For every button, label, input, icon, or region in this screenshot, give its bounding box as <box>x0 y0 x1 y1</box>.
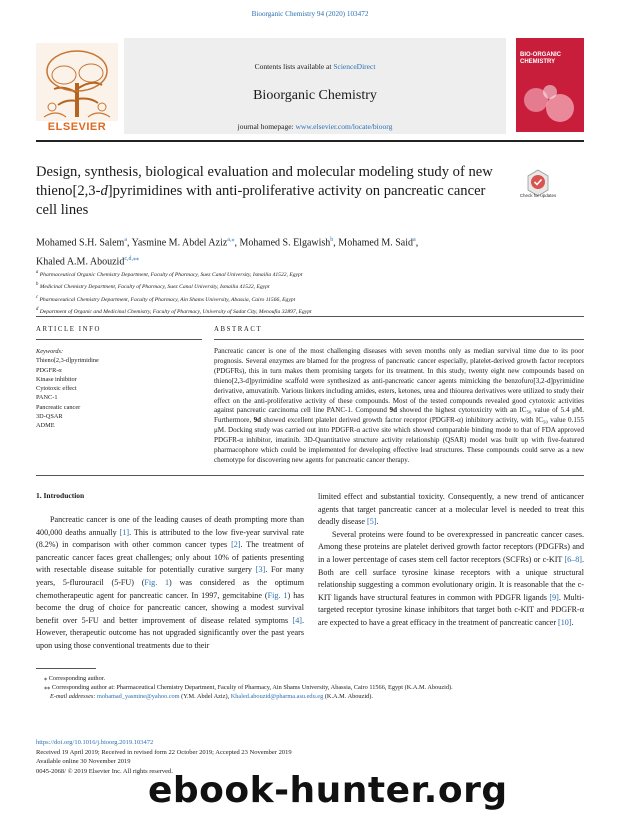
citation-link[interactable]: [2] <box>231 540 241 550</box>
section-heading-introduction: 1. Introduction <box>36 491 85 500</box>
paragraph: Several proteins were found to be overexpressed in pancreatic cancer cases. Among these proteins are platelet derived growth factor receptors (PDGFRs) and in a lower percentage of cases stem cell factor receptors (SCFRs) or c-KIT [6–8]. Both are cell surface tyrosine kinase receptors with a unique structural relationship suggesting a common evolutionary origin. It is reasonable that the c-KIT ligands have structural features in common with PDGFR ligands [9]. Multi-targeted receptor tyrosine kinase inhibitors that target both c-KIT and PDGFR-α are expected to have a great efficacy in the treatment of pancreatic cancer [10]. <box>318 529 585 627</box>
affiliation-item: $^c$ Pharmaceutical Chemistry Department, Faculty of Pharmacy, Ain Shams University, Abassia, Cairo 11566, Egypt <box>36 294 296 303</box>
author-affil-mark[interactable]: a <box>413 237 416 243</box>
author-name: Yasmine M. Abdel Aziz <box>131 237 228 249</box>
footnote: ⁎ Corresponding author. <box>44 675 106 682</box>
keywords-label: Keywords: <box>36 348 64 355</box>
paragraph: Pancreatic cancer is one of the leading causes of death prompting more than 400,000 deaths annually [1]. This is attributed to the low five-year survival rate (8.2%) in comparison with other common cancer types [2]. The treatment of pancreatic cancer faces great challenges; only about 10% of patients presenting with resectable disease suitable for potentially curative surgery [3]. For many years, 5-flurouracil (5-FU) (Fig. 1) was considered as the optimum chemotherapeutic agent for pancreatic cancer. In 1997, gemcitabine (Fig. 1) has become the drug of choice for pancreatic cancer, showing a modest survival benefit over 5-FU and better improvement of disease related symptoms [4]. However, therapeutic outcome has not upgraded significantly over the past years upon using those conventional treatments due to their <box>36 515 305 650</box>
keyword: 3D-QSAR <box>36 413 63 421</box>
author-affil-mark[interactable]: c,d,⁎⁎ <box>124 256 139 263</box>
keyword: PDGFR-α <box>36 366 62 374</box>
divider <box>36 339 202 340</box>
author-name: Mohamed S. Elgawish <box>239 237 331 249</box>
article-info-heading: ARTICLE INFO <box>36 326 102 333</box>
sciencedirect-link[interactable]: ScienceDirect <box>333 62 376 71</box>
citation-link[interactable]: [10] <box>558 617 572 627</box>
footnotes <box>36 674 596 702</box>
received-dates: Received 19 April 2019; Received in revised form 22 October 2019; Accepted 23 November 2019 <box>36 748 292 756</box>
cover-title: BIO-ORGANIC CHEMISTRY <box>520 52 561 65</box>
copyright: 0045-2068/ © 2019 Elsevier Inc. All rights reserved. <box>36 767 173 775</box>
author-name: Mohamed M. Said <box>338 237 414 249</box>
watermark-text: ebook-hunter.org <box>148 770 508 811</box>
affiliation-item: $^a$ Pharmaceutical Organic Chemistry Department, Faculty of Pharmacy, Suez Canal University, Ismailia 41522, Egypt <box>36 270 303 278</box>
affiliation-item: $^b$ Medicinal Chemistry Department, Faculty of Pharmacy, Suez Canal University, Ismailia 41522, Egypt <box>36 282 270 291</box>
header-rule <box>36 140 584 142</box>
affiliation-item: $^d$ Department of Organic and Medicinal Chemistry, Faculty of Pharmacy, University of Sadat City, Menoufia 32897, Egypt <box>36 307 312 315</box>
contents-prefix: Contents lists available at <box>254 62 334 71</box>
publisher-logo-text: ELSEVIER <box>47 121 107 133</box>
citation-link[interactable]: [4] <box>292 615 302 625</box>
article-title <box>36 163 496 220</box>
keyword: Thieno[2,3-d]pyrimidine <box>36 357 99 365</box>
email-link[interactable]: Khaled.abouzid@pharma.asu.edu.eg <box>230 693 324 701</box>
abstract-heading: ABSTRACT <box>214 326 263 333</box>
homepage-link[interactable]: www.elsevier.com/locate/bioorg <box>295 122 393 131</box>
affiliations <box>36 268 596 317</box>
citation-link[interactable]: [3] <box>255 565 266 575</box>
intro-right-column <box>318 491 584 630</box>
figure-link[interactable]: Fig. 1 <box>267 590 288 600</box>
author-list: Mohamed S.H. Salem$^a$, Yasmine M. Abdel Aziz$^{a,⁎}$, Mohamed S. Elgawish$^b$, Mohamed M. Said$^a$, Khaled A.M. Abouzid$^{c,d,⁎⁎}$ <box>36 237 419 268</box>
citation-link[interactable]: [9] <box>549 592 559 602</box>
cover-art <box>516 78 584 132</box>
keyword: Kinase inhibitor <box>36 375 77 383</box>
divider <box>36 316 584 317</box>
keyword: ADME <box>36 422 55 430</box>
email-line: E-mail addresses: mohamad_yasmine@yahoo.com (Y.M. Abdel Aziz), Khaled.abouzid@pharma.asu.edu.eg (K.A.M. Abouzid). <box>50 693 373 701</box>
citation-link[interactable]: [1] <box>119 527 130 537</box>
abstract-text: Pancreatic cancer is one of the most challenging diseases with seven months only as median survival time due to its poor prognosis. Several enzymes are blamed for the progress of pancreatic cancer especially, platelet-derived growth factor receptors (PDGFRs), this in turn makes them promising targets for its treatment. In this study, twenty eight new compounds based on thieno[2,3-d]pyrimidine scaffold were synthesized as anti-pancreatic cancer agents mimicking the benzofuro[3,2-d]pyrimidine derivative, amuvatinib. Various linkers including amides, esters, ketones, urea and thiourea derivatives were utilized to study their effect on the anti-proliferative activity of these compounds. Most of the tested compounds revealed good cytotoxic activities against pancreatic carcinoma cell line PANC-1. Compound 9d showed the highest cytotoxicity with an IC₅₀ value of 5.4 μM. Furthermore, 9d showed excellent platelet derived growth factor receptor (PDGFR-α) inhibitory activity, with IC₅₀ value 0.155 μM. Docking study was carried out into PDGFR-α active site which showed comparable binding mode to that of FDA approved PDGFR-α inhibitor, imatinib. 3D-Quantitative structure activity relationship (QSAR) model was built up with five-featured pharmacophore which could be implemented for developing effective lead structures. These compounds could serve as a new chemotype for discovering new agents for pancreatic cancer therapy. <box>214 347 585 464</box>
divider <box>36 475 584 476</box>
contents-line <box>124 62 506 71</box>
homepage-prefix: journal homepage: <box>237 122 296 131</box>
journal-cover-image <box>516 38 584 132</box>
divider <box>214 339 584 340</box>
check-for-updates-label[interactable]: Check for updates <box>519 193 557 198</box>
journal-citation[interactable]: Bioorganic Chemistry 94 (2020) 103472 <box>251 10 369 18</box>
journal-name: Bioorganic Chemistry <box>253 88 377 103</box>
citation-link[interactable]: [5] <box>367 517 377 527</box>
title-part-2: ]pyrimidines with anti-proliferative activity on pancreatic cancer cell lines <box>36 183 486 218</box>
keyword: Pancreatic cancer <box>36 403 81 411</box>
author-name: Mohamed S.H. Salem <box>36 237 125 249</box>
citation-link[interactable]: [6–8] <box>564 554 582 564</box>
author-affil-mark[interactable]: b <box>330 237 334 243</box>
title-italic: d <box>100 183 108 199</box>
homepage-line <box>124 122 506 131</box>
available-online: Available online 30 November 2019 <box>36 758 131 766</box>
journal-header-box <box>124 38 506 134</box>
footnote-rule <box>36 668 96 669</box>
email-link[interactable]: mohamad_yasmine@yahoo.com <box>97 693 180 701</box>
intro-left-column <box>36 514 304 653</box>
author-affil-mark[interactable]: a <box>124 237 127 243</box>
keyword: Cytotoxic effect <box>36 385 77 393</box>
keyword: PANC-1 <box>36 394 58 402</box>
doi-link[interactable]: https://doi.org/10.1016/j.bioorg.2019.103472 <box>36 739 154 746</box>
footnote: ⁎⁎ Corresponding author at: Pharmaceutical Chemistry Department, Faculty of Pharmacy, Ain Shams University, Abassia, Cairo 11566, Egypt (K.A.M. Abouzid). <box>44 684 453 692</box>
figure-link[interactable]: Fig. 1 <box>144 577 170 587</box>
title-part-1: Design, synthesis, biological evaluation and molecular modeling study of new thieno[2,3- <box>36 164 493 199</box>
keywords-list <box>36 347 196 431</box>
author-affil-mark[interactable]: a,⁎ <box>227 237 235 243</box>
author-name: Khaled A.M. Abouzid <box>36 256 125 268</box>
paragraph: limited effect and substantial toxicity. Consequently, a new trend of anticancer agents that target pancreatic cancer at a molecular level is needed to treat this deadly disease [5]. <box>318 492 584 527</box>
